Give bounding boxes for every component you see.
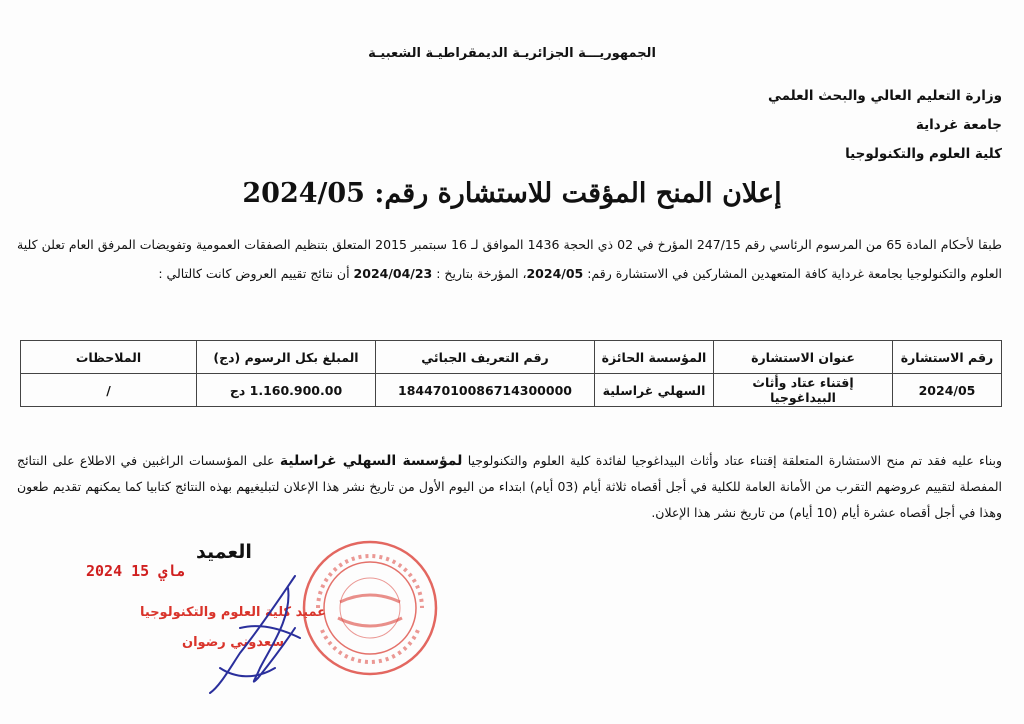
stamp-line-1: عميد كلية العلوم والتكنولوجيا	[140, 605, 327, 620]
cell-tax-id: 18447010086714300000	[376, 374, 595, 407]
header-consultation-number: رقم الاستشارة	[893, 341, 1002, 374]
institution-block	[768, 82, 1002, 169]
winner-name: لمؤسسة السهلي غراسلية	[279, 453, 463, 469]
republic-heading: الجمهوريـــة الجزائريـة الديمقراطيـة الشعبيـة	[368, 46, 656, 61]
handwritten-signature	[200, 568, 320, 698]
official-seal	[300, 538, 440, 678]
intro-text-1: طبقا لأحكام المادة 65 من المرسوم الرئاسي رقم 247/15 المؤرخ في 02 ذي الحجة 1436 الموافق لـ 16 سبتمبر 2015 المتعلق بتنظيم الصفقات العمومية وتفويضات المرفق العام تعلن كلية العلوم والتكنولوجيا بجامعة غرداية كافة المتعهدين المشاركين في الاستشارة رقم:	[17, 237, 1003, 281]
header-winning-company: المؤسسة الحائزة	[595, 341, 714, 374]
outcome-text-1: وبناء عليه فقد تم منح الاستشارة المتعلقة إقتناء عتاد وأثاث البيداغوجيا لفائدة كلية العلوم والتكنولوجيا	[462, 453, 1002, 468]
ministry-name: وزارة التعليم العالي والبحث العلمي	[767, 88, 1002, 104]
outcome-text-2: على المؤسسات الراغبين في الاطلاع على النتائج المفصلة لتقييم عروضهم التقرب من الأمانة العامة للكلية في أجل أقصاه ثلاثة أيام (03 أيام) ابتداء من اليوم الأول من تاريخ نشر هذا الإعلان لتبليغيهم بهذه النتائج كتابيا كما يمكنهم تقديم طعون وهذا في أجل أقصاه عشرة أيام (10 أيام) من تاريخ نشر هذا الإعلان.	[17, 453, 1002, 520]
stamp-date: 2024 ماي 15	[86, 562, 186, 580]
header-amount: المبلغ بكل الرسوم (دج)	[197, 341, 376, 374]
cell-winning-company: السهلي غراسلية	[595, 374, 714, 407]
date-stamp	[86, 562, 185, 580]
cell-consultation-title: إقتناء عتاد وأثاث البيداغوجيا	[714, 374, 893, 407]
intro-text-3: أن نتائج تقييم العروض كانت كالتالي :	[158, 266, 354, 281]
table-row	[21, 374, 1002, 407]
cell-amount: 1.160.900.00 دج	[197, 374, 376, 407]
cell-consultation-number: 2024/05	[893, 374, 1002, 407]
outcome-paragraph	[17, 448, 1002, 526]
dean-title: العميد	[196, 541, 252, 563]
header-tax-id: رقم التعريف الجبائي	[376, 341, 595, 374]
intro-paragraph	[17, 230, 1002, 288]
stamp-line-2: سعدوني رضوان	[182, 635, 285, 650]
consultation-number: 2024/05	[526, 266, 584, 281]
consultation-date: 2024/04/23	[353, 266, 433, 281]
header-consultation-title: عنوان الاستشارة	[714, 341, 893, 374]
faculty-name: كلية العلوم والتكنولوجيا	[845, 146, 1002, 162]
cell-notes: /	[21, 374, 197, 407]
table-header-row	[21, 341, 1002, 374]
header-notes: الملاحظات	[21, 341, 197, 374]
intro-text-2: ، المؤرخة بتاريخ :	[432, 266, 527, 281]
results-table	[20, 340, 1002, 407]
university-name: جامعة غرداية	[915, 117, 1002, 133]
announcement-title: إعلان المنح المؤقت للاستشارة رقم: 2024/05	[242, 178, 782, 209]
